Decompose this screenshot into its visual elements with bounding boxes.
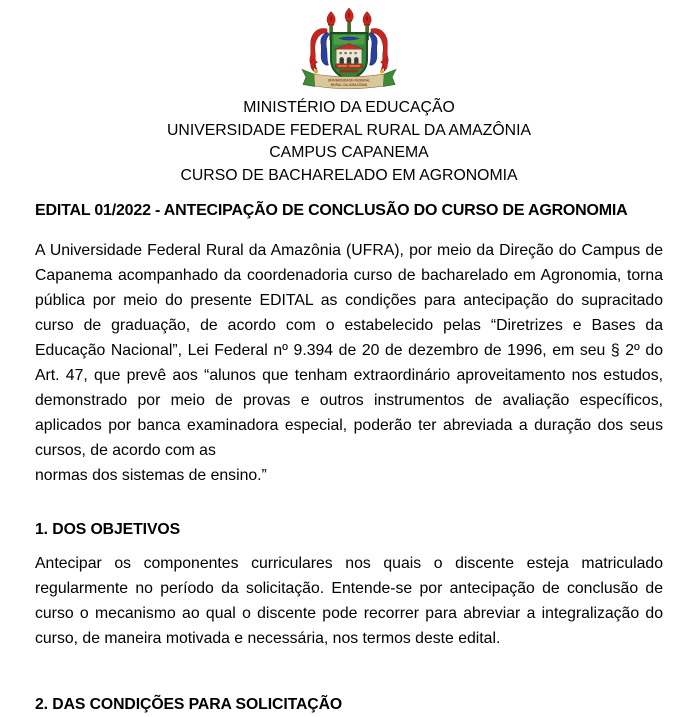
- header-line-campus: CAMPUS CAPANEMA: [269, 144, 429, 161]
- section-1-body: Antecipar os componentes curriculares nos quais o discente esteja matriculado regularmente no período da solicitação. Entende-se por antecipação de conclusão de curso o mecanismo ao qual o discente pode recorrer para abreviar a integralização do curso, de maneira motivada e necessária, nos termos deste edital.: [35, 555, 663, 647]
- section-1-heading: 1. DOS OBJETIVOS: [35, 521, 180, 538]
- section-2-heading: 2. DAS CONDIÇÕES PARA SOLICITAÇÃO: [35, 696, 343, 713]
- intro-paragraph: A Universidade Federal Rural da Amazônia (UFRA), por meio da Direção do Campus de Capanema acompanhado da coordenadoria curso de bacharelado em Agronomia, torna pública por meio do presente EDITAL as condições para antecipação do supracitado curso de graduação, de acordo com o estabelecido pelas “Diretrizes e Bases da Educação Nacional”, Lei Federal nº 9.394 de 20 de dezembro de 1996, em seu § 2º do Art. 47, que prevê aos “alunos que tenham extraordinário aproveitamento nos estudos, demonstrado por meio de provas e outros instrumentos de avaliação específicos, aplicados por banca examinadora especial, poderão ter abreviada a duração dos seus cursos, de acordo com as: [35, 242, 663, 459]
- intro-paragraph-continuation: normas dos sistemas de ensino.”: [35, 467, 267, 484]
- org-header: [35, 97, 663, 187]
- logo-container: [35, 0, 663, 92]
- header-line-university: UNIVERSIDADE FEDERAL RURAL DA AMAZÔNIA: [167, 121, 531, 139]
- university-crest-logo: [286, 8, 412, 92]
- crest-ribbon-text-line2: RURAL DA AMAZÔNIA: [330, 83, 368, 87]
- document-title: EDITAL 01/2022 - ANTECIPAÇÃO DE CONCLUSÃO DO CURSO DE AGRONOMIA: [35, 202, 628, 219]
- crest-mantling-left: [310, 29, 330, 74]
- header-line-course: CURSO DE BACHARELADO EM AGRONOMIA: [180, 166, 518, 184]
- crest-ribbon-text-line1: UNIVERSIDADE FEDERAL: [327, 78, 371, 83]
- crest-shield: [331, 33, 367, 80]
- header-line-ministry: MINISTÉRIO DA EDUCAÇÃO: [243, 99, 455, 116]
- crest-mantling-right: [369, 29, 389, 74]
